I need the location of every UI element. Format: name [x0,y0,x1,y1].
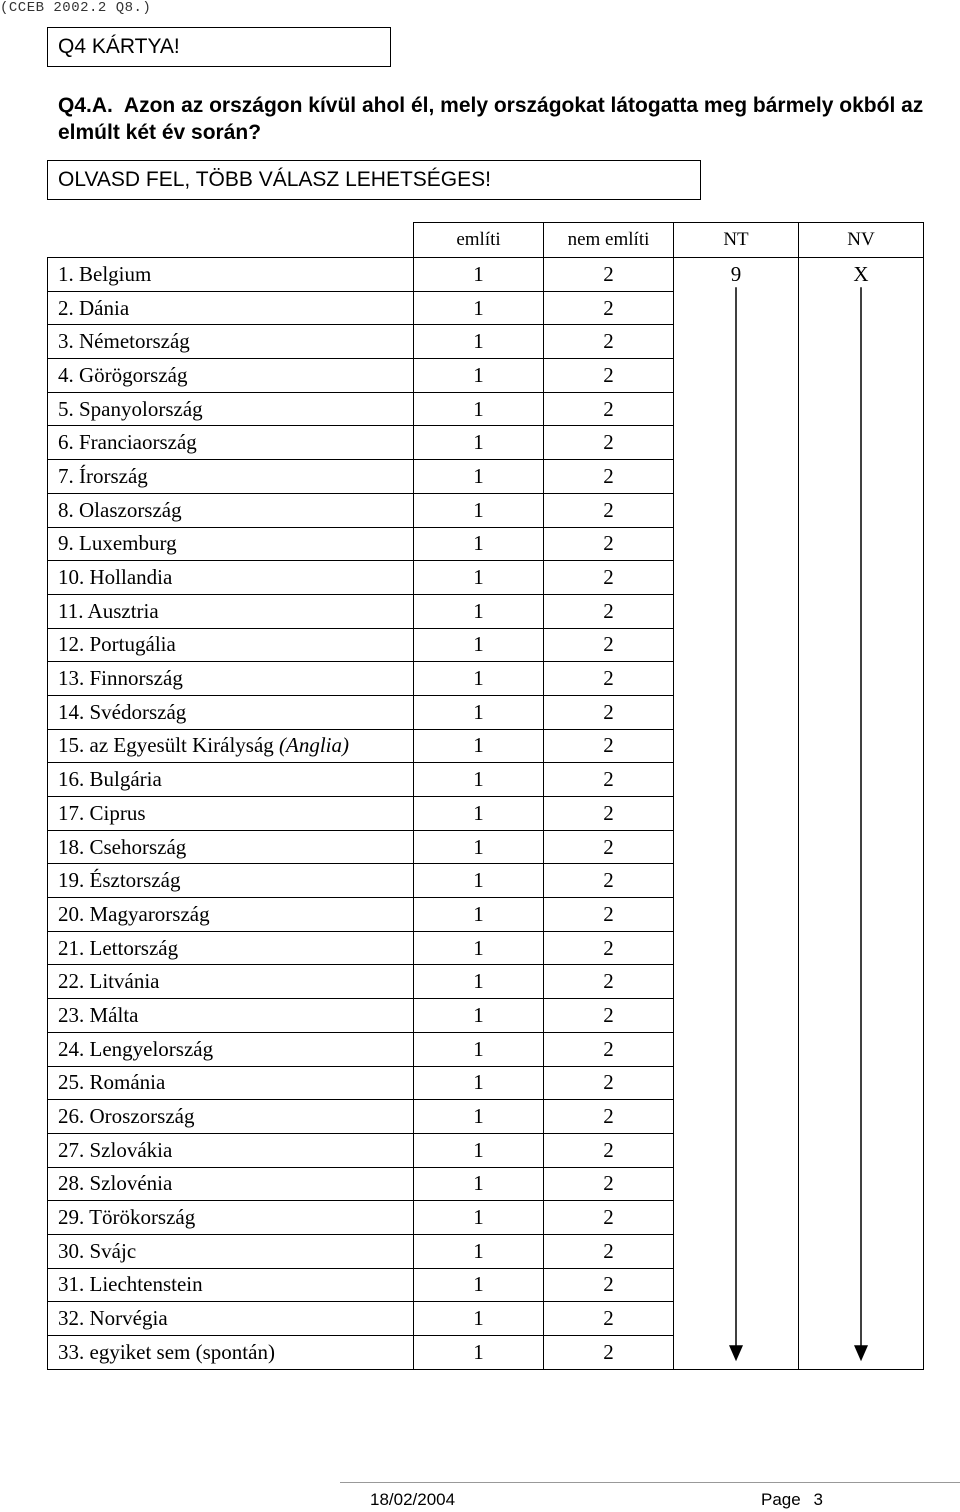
table-row [48,1234,924,1268]
country-label: 6. Franciaország [58,430,197,455]
table-row [48,662,924,696]
code-not-mentions[interactable]: 2 [544,830,674,864]
nt-cell [674,594,799,628]
nv-cell [799,527,924,561]
code-mentions[interactable]: 1 [414,594,544,628]
code-not-mentions[interactable]: 2 [544,763,674,797]
nv-cell [799,1234,924,1268]
country-table [47,222,924,1370]
country-label: 27. Szlovákia [58,1137,173,1162]
code-mentions[interactable]: 1 [414,763,544,797]
code-not-mentions[interactable]: 2 [544,1066,674,1100]
country-label: 15. az Egyesült Királyság [58,733,274,758]
country-name [48,931,414,965]
country-label: 33. egyiket sem (spontán) [58,1339,275,1364]
table-row [48,931,924,965]
country-label: 13. Finnország [58,666,183,691]
code-not-mentions[interactable]: 2 [544,965,674,999]
nt-cell [674,628,799,662]
question-id: Q4.A. [58,94,113,117]
country-name [48,999,414,1033]
code-mentions[interactable]: 1 [414,258,544,292]
nt-cell [674,999,799,1033]
code-mentions[interactable]: 1 [414,392,544,426]
country-label: 11. Ausztria [58,598,159,623]
country-name [48,729,414,763]
country-name [48,628,414,662]
nv-cell [799,1201,924,1235]
nv-cell [799,830,924,864]
code-mentions[interactable]: 1 [414,460,544,494]
nv-cell [799,763,924,797]
country-label: 1. Belgium [58,261,152,286]
country-label: 14. Svédország [58,699,187,724]
country-label: 19. Észtország [58,868,181,893]
table-row [48,797,924,831]
country-label: 30. Svájc [58,1238,137,1263]
table-row [48,1066,924,1100]
table-row [48,392,924,426]
nt-cell [674,864,799,898]
nv-cell [799,1066,924,1100]
table-row [48,763,924,797]
code-not-mentions[interactable]: 2 [544,1336,674,1370]
country-name [48,493,414,527]
code-not-mentions[interactable]: 2 [544,325,674,359]
nv-cell [799,864,924,898]
country-name [48,594,414,628]
country-name [48,426,414,460]
nt-cell [674,1234,799,1268]
country-name [48,460,414,494]
header-nt: NT [674,223,799,258]
country-label: 7. Írország [58,463,148,488]
table-row [48,460,924,494]
nv-cell [799,1268,924,1302]
table-row [48,628,924,662]
code-not-mentions[interactable]: 2 [544,695,674,729]
country-name [48,1167,414,1201]
table-row [48,258,924,292]
code-mentions[interactable]: 1 [414,628,544,662]
table-row [48,1201,924,1235]
code-mentions[interactable]: 1 [414,1066,544,1100]
country-label: 3. Németország [58,329,190,354]
question [58,92,938,146]
country-name [48,359,414,393]
nt-cell [674,1201,799,1235]
code-mentions[interactable]: 1 [414,561,544,595]
code-not-mentions[interactable]: 2 [544,1201,674,1235]
code-mentions[interactable]: 1 [414,291,544,325]
code-mentions[interactable]: 1 [414,325,544,359]
code-mentions[interactable]: 1 [414,1167,544,1201]
table-row [48,729,924,763]
nt-cell [674,460,799,494]
code-not-mentions[interactable]: 2 [544,1234,674,1268]
document-code: (CCEB 2002.2 Q8.) [0,0,152,16]
instruction-box [47,160,701,200]
code-not-mentions[interactable]: 2 [544,1167,674,1201]
table-header-row [48,223,924,258]
code-mentions[interactable]: 1 [414,965,544,999]
country-label: 31. Liechtenstein [58,1272,203,1297]
nv-cell [799,325,924,359]
code-mentions[interactable]: 1 [414,1100,544,1134]
country-name [48,392,414,426]
country-name [48,325,414,359]
country-name [48,1268,414,1302]
nv-cell [799,931,924,965]
table-row [48,493,924,527]
nv-cell [799,1032,924,1066]
nt-cell [674,898,799,932]
code-mentions[interactable]: 1 [414,729,544,763]
country-name [48,1100,414,1134]
nt-cell [674,830,799,864]
nt-cell [674,291,799,325]
country-label: 20. Magyarország [58,901,210,926]
code-not-mentions[interactable]: 2 [544,426,674,460]
nt-cell [674,1066,799,1100]
country-label: 23. Málta [58,1002,139,1027]
nt-cell [674,1268,799,1302]
nt-cell [674,1032,799,1066]
code-mentions[interactable]: 1 [414,1302,544,1336]
table-row [48,999,924,1033]
code-not-mentions[interactable]: 2 [544,1302,674,1336]
table-row [48,1100,924,1134]
nv-cell [799,291,924,325]
table-row [48,1167,924,1201]
nt-cell [674,392,799,426]
nv-cell [799,695,924,729]
code-not-mentions[interactable]: 2 [544,527,674,561]
code-not-mentions[interactable]: 2 [544,594,674,628]
code-nv[interactable]: X [799,258,924,292]
code-mentions[interactable]: 1 [414,1336,544,1370]
code-mentions[interactable]: 1 [414,359,544,393]
footer-page-label: Page [761,1490,801,1509]
country-label: 12. Portugália [58,632,176,657]
header-blank-cell [48,223,414,258]
nv-cell [799,392,924,426]
header-not-mentions: nem említi [544,223,674,258]
country-name [48,662,414,696]
country-label: 28. Szlovénia [58,1171,173,1196]
header-mentions: említi [414,223,544,258]
country-name [48,1032,414,1066]
code-not-mentions[interactable]: 2 [544,1032,674,1066]
nv-cell [799,965,924,999]
country-name [48,527,414,561]
nt-cell [674,1133,799,1167]
instruction-text: OLVASD FEL, TÖBB VÁLASZ LEHETSÉGES! [58,168,491,191]
nv-cell [799,426,924,460]
nt-cell [674,729,799,763]
code-mentions[interactable]: 1 [414,1268,544,1302]
code-not-mentions[interactable]: 2 [544,864,674,898]
table-row [48,325,924,359]
nt-cell [674,426,799,460]
table-row [48,1268,924,1302]
country-label: 29. Törökország [58,1205,196,1230]
country-name [48,1133,414,1167]
country-note: (Anglia) [279,733,350,758]
code-not-mentions[interactable]: 2 [544,359,674,393]
country-label: 8. Olaszország [58,497,182,522]
nt-cell [674,965,799,999]
country-name [48,561,414,595]
code-not-mentions[interactable]: 2 [544,1100,674,1134]
table-row [48,830,924,864]
nt-cell [674,1100,799,1134]
nt-cell [674,325,799,359]
country-label: 21. Lettország [58,935,179,960]
footer-date: 18/02/2004 [370,1490,456,1509]
code-not-mentions[interactable]: 2 [544,291,674,325]
code-not-mentions[interactable]: 2 [544,460,674,494]
code-mentions[interactable]: 1 [414,1032,544,1066]
code-mentions[interactable]: 1 [414,426,544,460]
nv-cell [799,1302,924,1336]
nv-cell [799,460,924,494]
country-name [48,258,414,292]
footer-page-number: 3 [813,1490,823,1509]
country-name [48,830,414,864]
nv-cell [799,1336,924,1370]
code-not-mentions[interactable]: 2 [544,1268,674,1302]
nt-cell [674,931,799,965]
table-row [48,695,924,729]
footer-rule [340,1482,960,1483]
table-row [48,965,924,999]
country-label: 24. Lengyelország [58,1036,214,1061]
code-not-mentions[interactable]: 2 [544,392,674,426]
nt-cell [674,1167,799,1201]
code-not-mentions[interactable]: 2 [544,898,674,932]
code-not-mentions[interactable]: 2 [544,561,674,595]
country-label: 9. Luxemburg [58,531,177,556]
nt-cell [674,662,799,696]
country-label: 26. Oroszország [58,1104,195,1129]
country-name [48,965,414,999]
country-name [48,291,414,325]
header-nv: NV [799,223,924,258]
code-mentions[interactable]: 1 [414,662,544,696]
country-label: 2. Dánia [58,295,130,320]
code-mentions[interactable]: 1 [414,527,544,561]
table-row [48,426,924,460]
code-mentions[interactable]: 1 [414,1234,544,1268]
table-row [48,1133,924,1167]
nv-cell [799,628,924,662]
nv-cell [799,797,924,831]
country-name [48,1234,414,1268]
code-mentions[interactable]: 1 [414,1133,544,1167]
nv-cell [799,729,924,763]
country-label: 18. Csehország [58,834,187,859]
nt-cell [674,1336,799,1370]
table-row [48,898,924,932]
country-label: 17. Ciprus [58,800,146,825]
nt-cell [674,493,799,527]
code-not-mentions[interactable]: 2 [544,1133,674,1167]
nt-cell [674,797,799,831]
code-not-mentions[interactable]: 2 [544,258,674,292]
table-row [48,359,924,393]
code-mentions[interactable]: 1 [414,493,544,527]
table-row [48,561,924,595]
country-label: 22. Litvánia [58,969,160,994]
nv-cell [799,561,924,595]
nv-cell [799,359,924,393]
country-name [48,864,414,898]
question-text: Azon az országon kívül ahol él, mely országokat látogatta meg bármely okból az elmúlt két év során? [58,94,924,144]
nv-cell [799,1133,924,1167]
country-name [48,898,414,932]
code-not-mentions[interactable]: 2 [544,662,674,696]
nt-cell [674,527,799,561]
code-not-mentions[interactable]: 2 [544,729,674,763]
table-row [48,594,924,628]
country-label: 10. Hollandia [58,565,173,590]
code-mentions[interactable]: 1 [414,999,544,1033]
country-label: 32. Norvégia [58,1306,168,1331]
table-row [48,1302,924,1336]
code-mentions[interactable]: 1 [414,695,544,729]
table-row [48,1032,924,1066]
code-not-mentions[interactable]: 2 [544,931,674,965]
card-label: Q4 KÁRTYA! [58,35,180,58]
table-row [48,1336,924,1370]
code-mentions[interactable]: 1 [414,797,544,831]
code-not-mentions[interactable]: 2 [544,493,674,527]
nv-cell [799,662,924,696]
table-row [48,864,924,898]
nt-cell [674,1302,799,1336]
code-not-mentions[interactable]: 2 [544,797,674,831]
country-label: 4. Görögország [58,362,188,387]
country-name [48,763,414,797]
nv-cell [799,999,924,1033]
code-mentions[interactable]: 1 [414,898,544,932]
code-nt[interactable]: 9 [674,258,799,292]
code-not-mentions[interactable]: 2 [544,628,674,662]
card-label-box [47,27,391,67]
code-mentions[interactable]: 1 [414,864,544,898]
code-not-mentions[interactable]: 2 [544,999,674,1033]
nv-cell [799,1100,924,1134]
country-label: 16. Bulgária [58,767,162,792]
country-name [48,797,414,831]
nv-cell [799,493,924,527]
country-name [48,695,414,729]
country-label: 25. Románia [58,1070,166,1095]
footer-page [761,1490,823,1510]
code-mentions[interactable]: 1 [414,931,544,965]
nv-cell [799,1167,924,1201]
nt-cell [674,695,799,729]
code-mentions[interactable]: 1 [414,830,544,864]
country-name [48,1066,414,1100]
table-row [48,291,924,325]
nt-cell [674,359,799,393]
nv-cell [799,594,924,628]
nt-cell [674,763,799,797]
country-name [48,1336,414,1370]
nv-cell [799,898,924,932]
code-mentions[interactable]: 1 [414,1201,544,1235]
table-row [48,527,924,561]
nt-cell [674,561,799,595]
country-label: 5. Spanyolország [58,396,203,421]
country-name [48,1201,414,1235]
country-name [48,1302,414,1336]
